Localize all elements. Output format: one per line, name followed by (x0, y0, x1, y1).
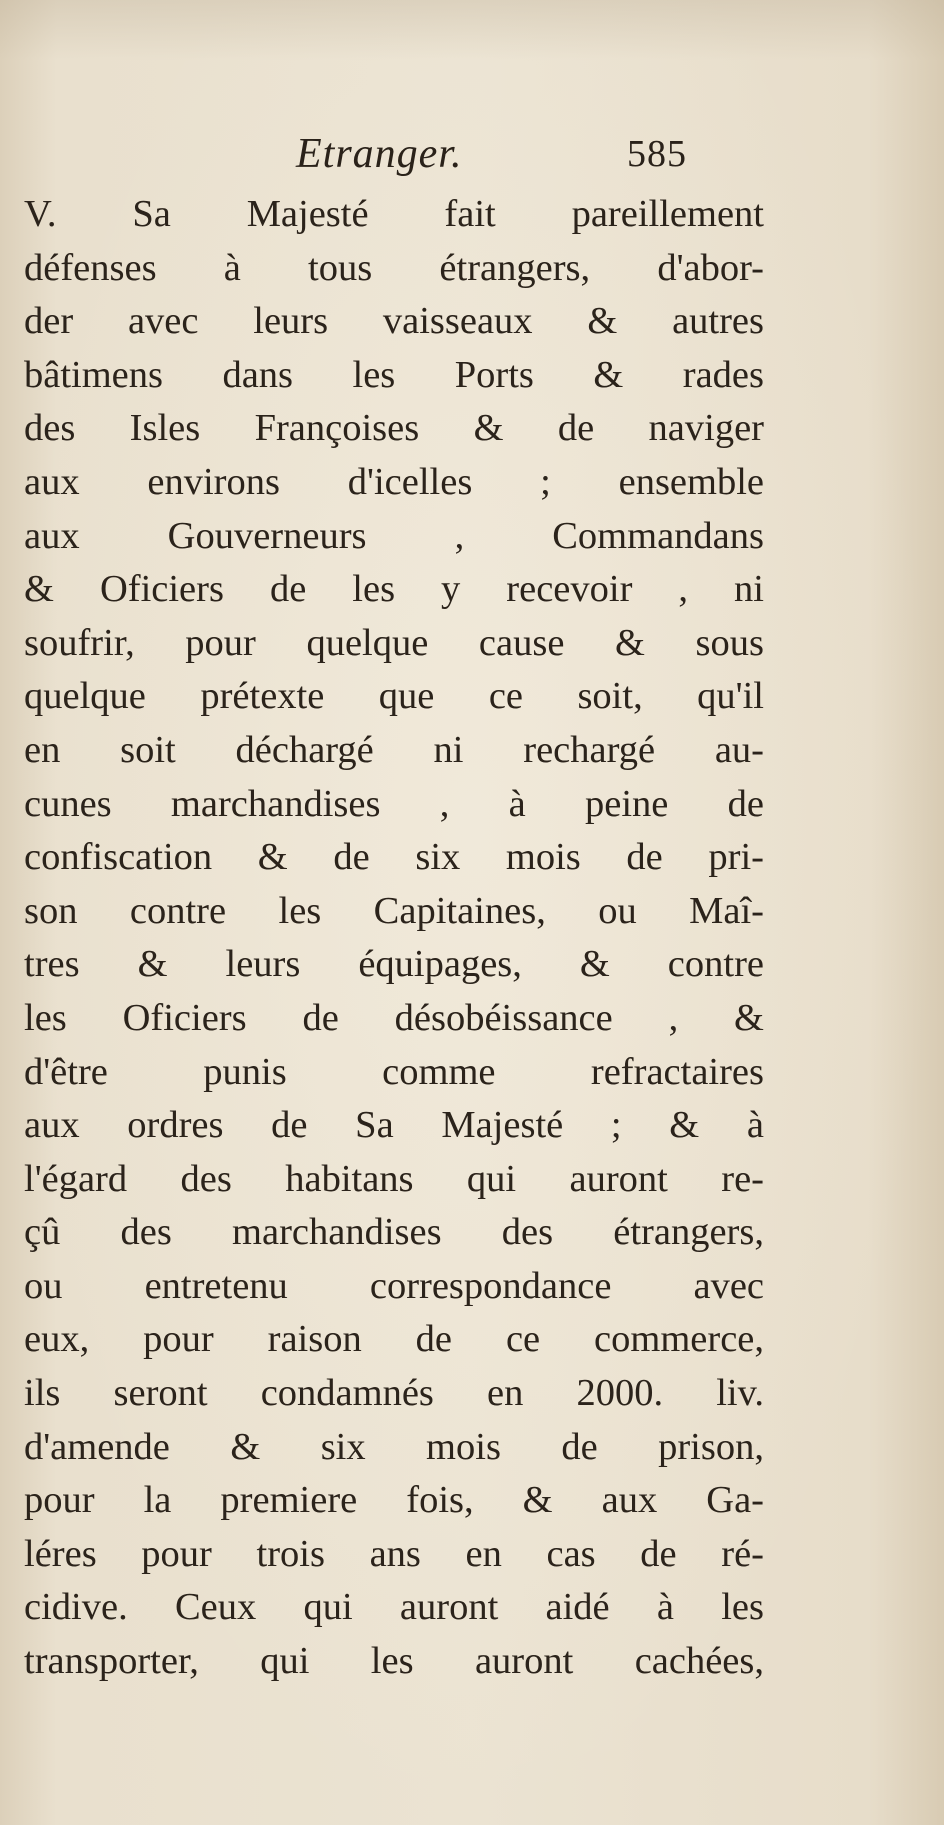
text-line: V. Sa Majesté fait pareillement (24, 193, 764, 235)
text-line: défenses à tous étrangers, d'abor- (24, 246, 764, 289)
text-line: soufrir, pour quelque cause & sous (24, 621, 764, 664)
text-line: quelque prétexte que ce soit, qu'il (24, 675, 764, 718)
text-line: les Oficiers de désobéissance , & (24, 996, 764, 1039)
text-line: & Oficiers de les y recevoir , ni (24, 568, 764, 611)
page-shadow (0, 0, 944, 60)
text-line: eux, pour raison de ce commerce, (24, 1318, 764, 1361)
running-head: Etranger. (296, 131, 463, 177)
text-line: ou entretenu correspondance avec (24, 1264, 764, 1307)
text-line: aux environs d'icelles ; ensemble (24, 460, 764, 503)
text-line: tres & leurs équipages, & contre (24, 943, 764, 986)
text-line: léres pour trois ans en cas de ré- (24, 1532, 764, 1575)
text-line: son contre les Capitaines, ou Maî- (24, 889, 764, 932)
text-line: en soit déchargé ni rechargé au- (24, 728, 764, 771)
text-line: l'égard des habitans qui auront re- (24, 1157, 764, 1200)
text-line: cidive. Ceux qui auront aidé à les (24, 1586, 764, 1629)
text-line: pour la premiere fois, & aux Ga- (24, 1479, 764, 1522)
page-header (0, 130, 944, 190)
text-line: aux ordres de Sa Majesté ; & à (24, 1104, 764, 1147)
text-line: aux Gouverneurs , Commandans (24, 514, 764, 557)
text-line: çû des marchandises des étrangers, (24, 1211, 764, 1254)
text-line: cunes marchandises , à peine de (24, 782, 764, 825)
text-line: d'amende & six mois de prison, (24, 1425, 764, 1468)
page-number: 585 (627, 133, 687, 175)
text-line: der avec leurs vaisseaux & autres (24, 300, 764, 343)
text-line: ils seront condamnés en 2000. liv. (24, 1372, 764, 1415)
text-line: confiscation & de six mois de pri- (24, 836, 764, 879)
text-line: d'être punis comme refractaires (24, 1050, 764, 1093)
text-line: transporter, qui les auront cachées, (24, 1640, 764, 1683)
text-line: bâtimens dans les Ports & rades (24, 353, 764, 396)
body-text (24, 188, 764, 1689)
text-line: des Isles Françoises & de naviger (24, 407, 764, 450)
